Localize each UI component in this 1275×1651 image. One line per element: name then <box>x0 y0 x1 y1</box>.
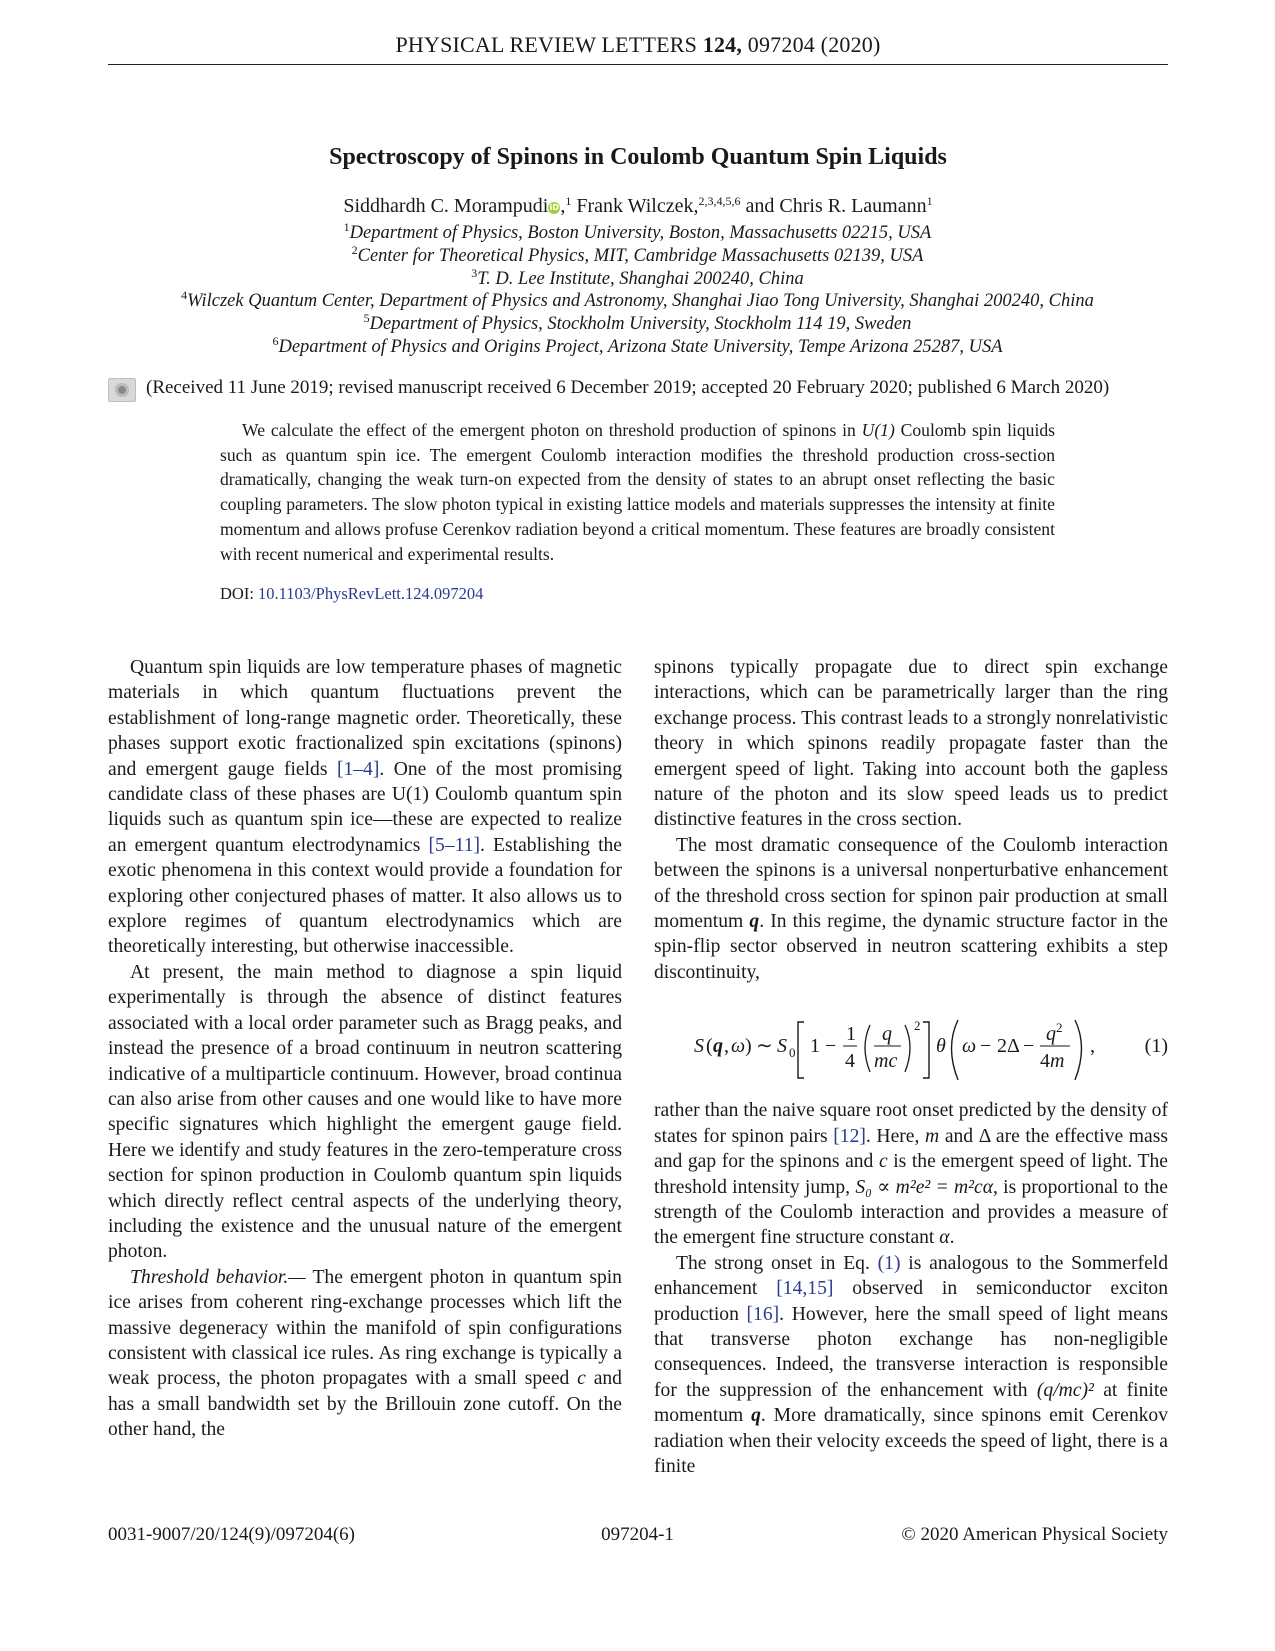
affiliation-list <box>60 222 1215 359</box>
svg-text:m: m <box>1050 1050 1065 1073</box>
paragraph-text: . Here, <box>865 1125 926 1147</box>
paragraph: spinons typically propagate due to direct spin exchange interactions, which can be parametrically larger than the ring exchange process. This contrast leads to a strongly nonrelativistic theory in which spinons readily propagate faster than the emergent speed of light. Taking into account both the gapless nature of the photon and its slow speed leads us to predict distinctive features in the cross section. <box>654 657 1168 831</box>
paragraph-text: and has a small bandwidth set by the Brillouin zone cutoff. On the other hand, the <box>108 1368 622 1441</box>
svg-text:S: S <box>777 1035 787 1058</box>
math-variable: c <box>577 1368 586 1390</box>
header-divider <box>108 64 1168 65</box>
author-list: Siddhardh C. MorampudiiD,$^1$ Frank Wilczek,$^{2,3,4,5,6}$ and Chris R. Laumann$^1$ <box>343 194 933 217</box>
paragraph-text: at finite momentum <box>654 1379 1169 1427</box>
author-2-name[interactable]: Frank Wilczek, <box>576 195 699 217</box>
received-dates: (Received 11 June 2019; revised manuscript received 6 December 2019; accepted 20 February 2020; published 6 March 2020) <box>146 377 1110 398</box>
affiliation-number: 3 <box>471 265 478 280</box>
paragraph-text: . Establishing the exotic phenomena in this context would provide a foundation for exploring other conjectured phases of matter. It also allows us to explore regimes of quantum electrodynamics which are theoretically interesting, but otherwise inaccessible. <box>108 834 623 958</box>
paragraph <box>654 833 1168 985</box>
paragraph-text: Quantum spin liquids are low temperature phases of magnetic materials in which quantum fluctuations prevent the establishment of long-range magnetic order. Theoretically, these phases support exotic fractionalized spin excitations (spinons) and emergent gauge fields <box>108 657 622 780</box>
author-1-name[interactable]: Siddhardh C. Morampudi <box>343 195 549 217</box>
paragraph <box>108 1265 622 1443</box>
paragraph-text: The most dramatic consequence of the Coulomb interaction between the spinons is a universal nonperturbative enhancement of the threshold cross section for spinon pair production at small momentum <box>654 834 1168 933</box>
affiliation-item <box>60 242 1215 268</box>
author-3-name[interactable]: Chris R. Laumann <box>779 195 927 217</box>
journal-name: PHYSICAL REVIEW LETTERS <box>395 32 698 57</box>
affiliation-number: 2 <box>351 242 358 257</box>
abstract-text: We calculate the effect of the emergent photon on threshold production of spinons in <box>242 420 862 440</box>
math-variable: α <box>939 1227 950 1249</box>
author-conjunction: and <box>745 195 775 217</box>
affiliation-number: 5 <box>363 311 370 326</box>
svg-text:θ: θ <box>936 1035 946 1058</box>
paragraph-text: . One of the most promising candidate class of these phases are U(1) Coulomb quantum spin liquids such as quantum spin ice—these are expected to realize an emergent quantum electrodynamics <box>108 758 622 856</box>
doi-link[interactable]: 10.1103/PhysRevLett.124.097204 <box>258 584 484 603</box>
affiliation-item <box>60 290 1215 313</box>
inline-formula: (q/mc)² <box>1036 1379 1094 1401</box>
affiliation-text: Center for Theoretical Physics, MIT, Cambridge Massachusetts 02139, USA <box>357 245 924 266</box>
affiliation-text: T. D. Lee Institute, Shanghai 200240, China <box>477 268 804 289</box>
doi-label: DOI: <box>220 584 254 603</box>
svg-text:q: q <box>882 1023 892 1046</box>
paragraph <box>108 655 622 960</box>
paragraph <box>654 1098 1168 1250</box>
article-number: 097204 (2020) <box>747 32 881 57</box>
math-variable: c <box>878 1151 888 1173</box>
paragraph-text: observed in semiconductor exciton production <box>654 1278 1168 1325</box>
svg-text:∼: ∼ <box>756 1035 773 1058</box>
affiliation-number: 1 <box>343 220 350 234</box>
svg-text:4: 4 <box>1040 1050 1050 1073</box>
svg-text:4: 4 <box>845 1050 855 1073</box>
abstract-text: Coulomb spin liquids such as quantum spin ice. The emergent Coulomb interaction modifies the threshold production cross-section dramatically, changing the weak turn-on expected from the density of states to an abrupt onset reflecting the basic coupling parameters. The slow photon typical in existing lattice models and materials suppresses the intensity at finite momentum and allows profuse Cerenkov radiation beyond a critical momentum. These features are broadly consistent with recent numerical and experimental results. <box>220 420 1055 564</box>
svg-text:ω: ω <box>962 1035 977 1058</box>
svg-text:−: − <box>825 1035 837 1058</box>
author-1-affil: 1 <box>565 194 572 208</box>
svg-text:,: , <box>1090 1035 1095 1058</box>
paragraph-text: is the emergent speed of light. The threshold intensity jump, <box>654 1151 1169 1198</box>
abstract <box>220 418 1055 566</box>
paragraph-text: , is proportional to the strength of the Coulomb interaction and provides a measure of the emergent fine structure constant <box>654 1176 1168 1249</box>
paragraph-text: rather than the naive square root onset predicted by the density of states for spinon pairs <box>654 1100 1168 1147</box>
equation-reference[interactable]: (1) <box>877 1252 901 1274</box>
affiliation-text: Department of Physics, Stockholm University, Stockholm 114 19, Sweden <box>369 314 912 335</box>
body-column-left <box>108 655 622 1443</box>
affiliation-item <box>60 333 1215 359</box>
equation-number: (1) <box>1144 1035 1168 1058</box>
svg-text:mc: mc <box>874 1050 898 1073</box>
paper-title: Spectroscopy of Spinons in Coulomb Quantum Spin Liquids <box>329 144 947 170</box>
body-column-right <box>654 655 1168 1479</box>
paragraph-text: . More dramatically, since spinons emit Cerenkov radiation when their velocity exceeds the speed of light, there is a finite <box>654 1405 1169 1477</box>
svg-text:): ) <box>745 1035 752 1058</box>
paragraph-text: is analogous to the Sommerfeld enhancement <box>654 1252 1169 1300</box>
math-variable: q <box>751 1405 761 1427</box>
svg-text:q: q <box>1046 1023 1056 1046</box>
svg-text:S: S <box>694 1035 704 1058</box>
page-number: 097204-1 <box>601 1524 674 1545</box>
abstract-math: U(1) <box>861 420 895 440</box>
equation-formula <box>694 1000 1114 1092</box>
affiliation-number: 6 <box>272 333 279 348</box>
affiliation-text: Wilczek Quantum Center, Department of Physics and Astronomy, Shanghai Jiao Tong University, Shanghai 200240, China <box>187 291 1094 312</box>
citation-link[interactable]: [12] <box>833 1125 866 1147</box>
svg-text:2Δ: 2Δ <box>997 1035 1020 1058</box>
citation-link[interactable]: [16] <box>746 1303 780 1325</box>
crossmark-icon[interactable] <box>108 378 136 402</box>
author-3-affil: 1 <box>926 194 933 208</box>
citation-link[interactable]: [1–4] <box>336 758 380 780</box>
svg-text:1: 1 <box>810 1035 820 1058</box>
running-header <box>108 32 1168 58</box>
paragraph-text: . In this regime, the dynamic structure factor in the spin-flip sector observed in neutron scattering exhibits a step discontinuity, <box>654 911 1168 983</box>
paragraph <box>654 1251 1168 1480</box>
volume-number: 124, <box>702 32 743 57</box>
paragraph: At present, the main method to diagnose a spin liquid experimentally is through the absence of distinct features associated with a local order parameter such as Bragg peaks, and instead the presence of a broad continuum in neutron scattering indicative of a multiparticle continuum. However, broad continua can also arise from other causes and one would like to have more specific signatures which highlight the emergent gauge field. Here we identify and study features in the zero-temperature cross section for spinon production in Coulomb quantum spin liquids which directly reflect central aspects of the underlying theory, including the existence and the unusual nature of the emergent photon. <box>108 961 622 1263</box>
svg-text:,: , <box>724 1035 729 1058</box>
author-2-affil: 2,3,4,5,6 <box>698 194 741 208</box>
citation-link[interactable]: [14,15] <box>776 1278 834 1300</box>
svg-text:(: ( <box>706 1035 713 1058</box>
affiliation-number: 4 <box>181 288 188 303</box>
svg-text:−: − <box>1023 1035 1035 1058</box>
paragraph-text: and Δ are the effective mass and gap for the spinons and <box>654 1125 1168 1173</box>
math-variable: m <box>925 1125 940 1147</box>
affiliation-text: Department of Physics, Boston University, Boston, Massachusetts 02215, USA <box>349 223 932 243</box>
paragraph-text: . <box>949 1227 955 1249</box>
math-variable: q <box>749 911 760 933</box>
affiliation-item <box>60 222 1215 245</box>
svg-text:2: 2 <box>914 1018 921 1034</box>
svg-text:q: q <box>713 1035 723 1058</box>
affiliation-text: Department of Physics and Origins Project, Arizona State University, Tempe Arizona 25287, USA <box>278 336 1003 357</box>
citation-link[interactable]: [5–11] <box>428 834 481 856</box>
svg-text:1: 1 <box>846 1023 856 1046</box>
copyright-notice: © 2020 American Physical Society <box>901 1524 1168 1545</box>
svg-text:2: 2 <box>1056 1020 1063 1036</box>
issn-code: 0031-9007/20/124(9)/097204(6) <box>108 1524 355 1545</box>
affiliation-item <box>60 265 1215 291</box>
paragraph-text: The strong onset in Eq. <box>676 1252 878 1274</box>
paragraph-text: . However, here the small speed of light means that transverse photon exchange has non-negligible consequences. Indeed, the transverse interaction is responsible for the suppression of the enhancement with <box>654 1303 1168 1401</box>
svg-text:−: − <box>980 1035 992 1058</box>
section-heading: Threshold behavior.— <box>130 1266 306 1288</box>
svg-text:ω: ω <box>731 1035 746 1058</box>
paragraph-text: The emergent photon in quantum spin ice arises from coherent ring-exchange processes which lift the massive degeneracy within the manifold of spin configurations consistent with classical ice rules. As ring exchange is typically a weak process, the photon propagates with a small speed <box>108 1266 622 1390</box>
svg-text:0: 0 <box>789 1045 796 1061</box>
affiliation-item <box>60 313 1215 336</box>
orcid-icon[interactable]: iD <box>549 203 560 212</box>
doi-line <box>220 584 483 604</box>
inline-formula: S₀ ∝ m²e² = m²cα <box>855 1176 994 1198</box>
equation-1 <box>654 1000 1168 1092</box>
